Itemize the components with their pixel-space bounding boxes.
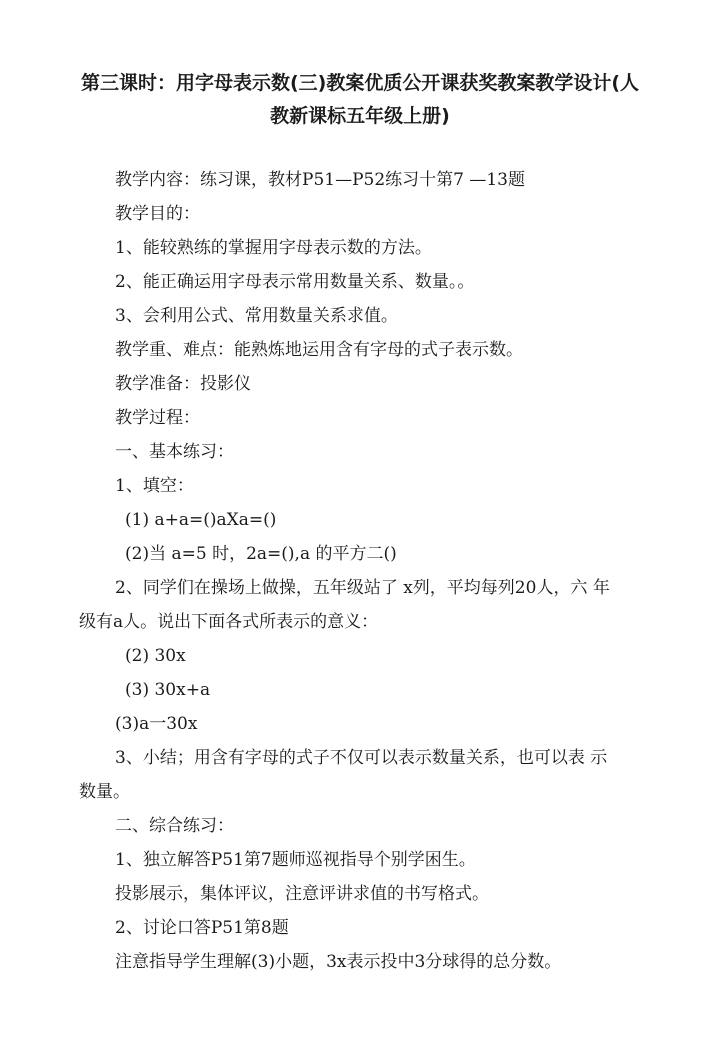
- comprehensive-item-1: 1、独立解答P51第7题师巡视指导个别学困生。: [115, 850, 476, 870]
- comprehensive-item-1-note: 投影展示，集体评议，注意评讲求值的书写格式。: [115, 884, 489, 904]
- comprehensive-item-2-note: 注意指导学生理解(3)小题，3x表示投中3分球得的总分数。: [115, 952, 562, 972]
- teaching-preparation: 教学准备：投影仪: [115, 374, 251, 394]
- teaching-goal-heading: 教学目的：: [115, 204, 200, 224]
- section-comprehensive-practice: 二、综合练习：: [115, 816, 234, 836]
- comprehensive-item-2: 2、讨论口答P51第8题: [115, 918, 289, 938]
- exercise-2-line-2: 级有a人。说出下面各式所表示的意义：: [79, 612, 379, 632]
- exercise-2-line-1: 2、同学们在操场上做操，五年级站了 x列，平均每列20人，六 年: [115, 578, 610, 598]
- teaching-process-heading: 教学过程：: [115, 408, 200, 428]
- fill-blank-item-2: (2)当 a=5 时，2a=(),a 的平方二(): [125, 544, 397, 564]
- fill-blank-item-1: (1) a+a=()aXa=(): [125, 510, 277, 530]
- section-basic-practice: 一、基本练习：: [115, 442, 234, 462]
- expression-item-1: (2) 30x: [125, 646, 186, 666]
- goal-item-3: 3、会利用公式、常用数量关系求值。: [115, 306, 398, 326]
- document-title-line-1: 第三课时：用字母表示数(三)教案优质公开课获奖教案教学设计(人: [80, 72, 640, 94]
- summary-line-2: 数量。: [79, 782, 130, 802]
- expression-item-2: (3) 30x+a: [125, 680, 211, 700]
- document-title-line-2: 教新课标五年级上册): [270, 105, 450, 127]
- goal-item-1: 1、能较熟练的掌握用字母表示数的方法。: [115, 238, 432, 258]
- key-points: 教学重、难点：能熟炼地运用含有字母的式子表示数。: [115, 340, 523, 360]
- goal-item-2: 2、能正确运用字母表示常用数量关系、数量。。: [115, 272, 475, 292]
- teaching-content: 教学内容：练习课，教材P51—P52练习十第7 —13题: [115, 170, 525, 190]
- expression-item-3: (3)a一30x: [115, 714, 198, 734]
- fill-blank-heading: 1、填空：: [115, 476, 194, 496]
- summary-line-1: 3、小结；用含有字母的式子不仅可以表示数量关系，也可以表 示: [115, 748, 608, 768]
